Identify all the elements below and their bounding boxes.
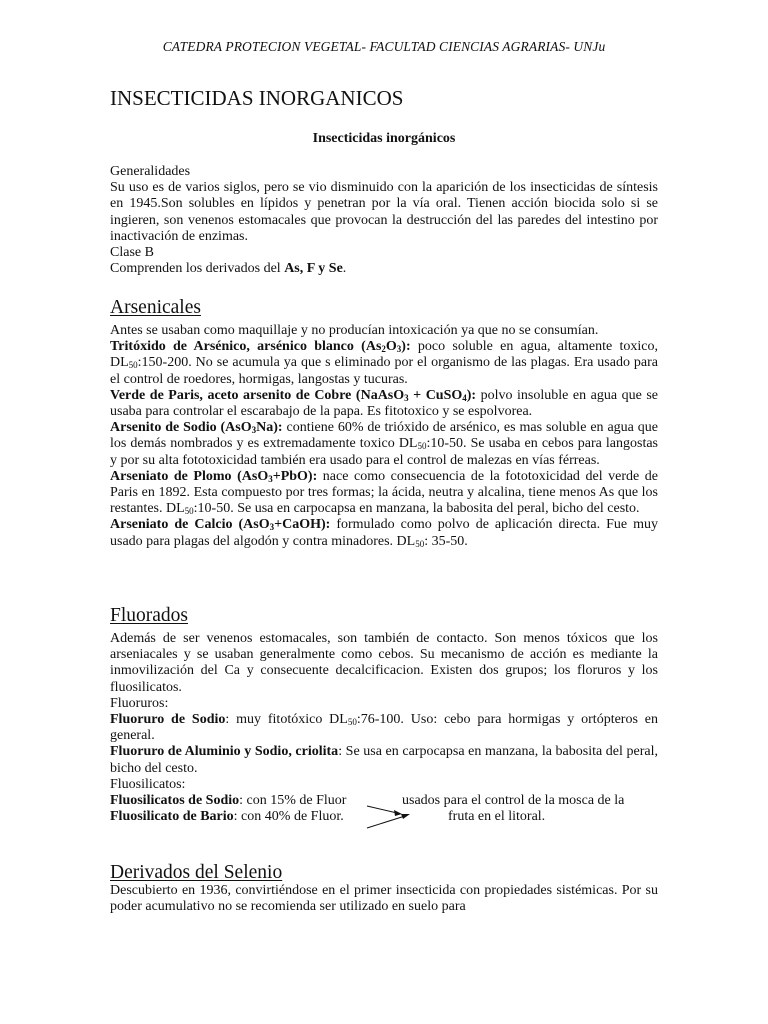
arsenical-item: Verde de Paris, aceto arsenito de Cobre (NaAsO$_3$ + CuSO$_4$): polvo insoluble en agua que se usaba para controlar el escarabajo de la papa. Es fitotoxico y se espolvorea. — [110, 387, 658, 420]
section-fluorados: Fluorados — [110, 605, 188, 626]
document-title: INSECTICIDAS INORGANICOS — [110, 86, 404, 110]
fluorados-block — [110, 631, 658, 825]
arsenical-item-name: Arseniato de Calcio (AsO$_3$+CaOH): — [110, 517, 331, 533]
selenio-block — [110, 883, 658, 915]
intro-text: Su uso es de varios siglos, pero se vio disminuido con la aparición de los insecticidas de síntesis en 1945.Son solubles en lípidos y penetran por la vía oral. Tienen acción biocida solo si se ingieren, son venenos estomacales que provocan la destrucción del las paredes del intestino por inactivación de enzimas. — [110, 180, 658, 244]
fluosilicato-use-line1: usados para el control de la mosca de la — [402, 793, 625, 809]
fluorados-intro: Además de ser venenos estomacales, son también de contacto. Son menos tóxicos que los arseniacales y se usaban generalmente como cebos. Su mecanismo de acción es mediante la inmovilización del Ca y consecuente decalcificacion. Existen dos grupos; los floruros y los fluosilicatos. — [110, 631, 658, 695]
document-subtitle: Insecticidas inorgánicos — [312, 131, 456, 146]
fluosilicato-bario: Fluosilicato de Bario: con 40% de Fluor. fruta en el litoral. — [110, 809, 546, 825]
fluosilicato-use-line2: fruta en el litoral. — [448, 809, 546, 825]
fluoruro-sodio: Fluoruro de Sodio: muy fitotóxico $DL_{50}:76-100$. Uso: cebo para hormigas y ortópteros en general. — [110, 712, 658, 744]
selenio-text: Descubierto en 1936, convirtiéndose en el primer insecticida con propiedades sistémicas. Por su poder acumulativo no se recomienda ser utilizado en suelo para — [110, 883, 658, 915]
derivados-elements: As, F y Se — [284, 261, 343, 277]
arsenicales-intro: Antes se usaban como maquillaje y no producían intoxicación ya que no se consumían. — [110, 323, 599, 338]
section-selenio: Derivados del Selenio — [110, 862, 283, 883]
arsenical-item-name: Arsenito de Sodio (AsO$_3$Na): — [110, 420, 283, 436]
derivados-prefix: Comprenden los derivados del — [110, 261, 285, 277]
arsenical-item-name: Tritóxido de Arsénico, arsénico blanco $(As_2O_3)$: — [110, 339, 411, 355]
arsenical-item-name: Verde de Paris, aceto arsenito de Cobre (NaAsO$_3$ + CuSO$_4$): — [110, 387, 477, 403]
arrow-icon — [365, 800, 415, 836]
fluosilicatos-label: Fluosilicatos: — [110, 776, 186, 792]
intro-heading: Generalidades — [110, 164, 191, 179]
fluoruro-aluminio: Fluoruro de Aluminio y Sodio, criolita: Se usa en carpocapsa en manzana, la babosita del peral, bicho del cesto. — [110, 744, 658, 776]
fluoruros-label: Fluoruros: — [110, 695, 169, 711]
arsenical-item: Arseniato de Calcio (AsO$_3$+CaOH): formulado como polvo de aplicación directa. Fue muy usado para plagas del algodón y contra minadores. $DL_{50}$: 35-50. — [110, 517, 658, 549]
page-header: CATEDRA PROTECION VEGETAL- FACULTAD CIENCIAS AGRARIAS- UNJu — [162, 39, 606, 54]
section-arsenicales: Arsenicales — [110, 297, 201, 318]
arsenical-item: Tritóxido de Arsénico, arsénico blanco $(As_2O_3)$: poco soluble en agua, altamente toxico, $DL_{50}:150-200$. No se acumula ya que s eliminado por el organismo de las plagas. Era usado para el control de roedores, hormigas, langostas y tucuras. — [110, 339, 658, 387]
arsenicales-block — [110, 323, 658, 550]
intro-clase: Clase B — [110, 245, 154, 261]
arsenical-item-name: Arseniato de Plomo (AsO$_3$+PbO): — [110, 468, 318, 484]
derivados-suffix: . — [342, 261, 347, 277]
intro-block — [110, 164, 658, 277]
arsenical-item: Arseniato de Plomo (AsO$_3$+PbO): nace como consecuencia de la fototoxicidad del verde de Paris en 1892. Esta compuesto por tres formas; la ácida, neutra y alcalina, tiene menos As que los restantes. $DL_{50}:10-50$. Se usa en carpocapsa en manzana, la babosita del peral, bicho del cesto. — [110, 468, 658, 517]
fluosilicato-sodio: Fluosilicatos de Sodio: con 15% de Fluor usados para el control de la mosca de la — [110, 793, 625, 809]
arsenical-item: Arsenito de Sodio (AsO$_3$Na): contiene 60% de trióxido de arsénico, es mas soluble en agua que los demás nombrados y es extremadamente toxico $DL_{50}:10-50$. Se usaba en cebos para langostas y por su alta fototoxicidad también era usado para el control de malezas en vías férreas. — [110, 420, 658, 468]
intro-derivados — [110, 261, 658, 277]
